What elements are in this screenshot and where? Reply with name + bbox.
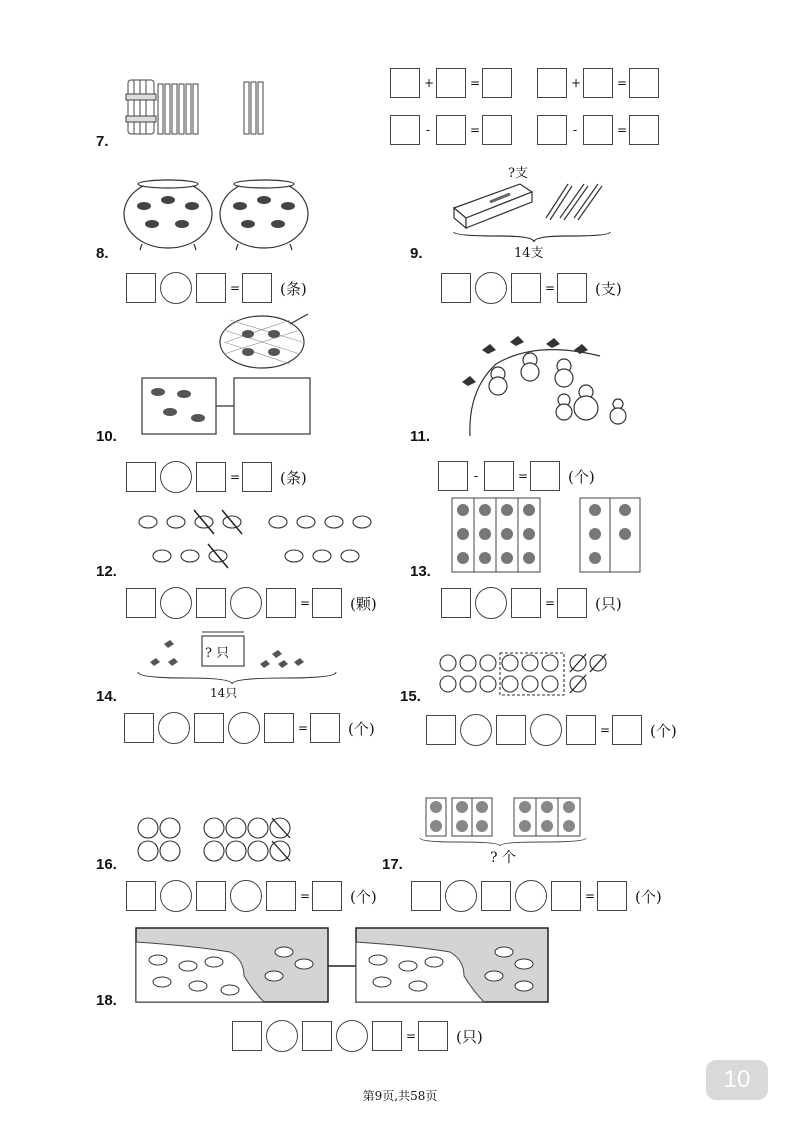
answer-box[interactable] <box>242 273 272 303</box>
equals-sign: = <box>518 469 529 483</box>
answer-box[interactable] <box>126 588 156 618</box>
answer-box[interactable] <box>511 588 541 618</box>
answer-box[interactable] <box>557 588 587 618</box>
answer-box[interactable] <box>266 588 296 618</box>
answer-box[interactable] <box>126 462 156 492</box>
problem-18-equation <box>232 1020 483 1052</box>
answer-box[interactable] <box>537 68 567 98</box>
apples-question-label: ? 个 <box>490 850 516 866</box>
answer-box[interactable] <box>124 713 154 743</box>
answer-box[interactable] <box>481 881 511 911</box>
answer-box[interactable] <box>418 1021 448 1051</box>
problem-10-number: 10. <box>96 428 117 445</box>
operator-circle[interactable] <box>158 712 190 744</box>
operator-circle[interactable] <box>160 587 192 619</box>
equals-sign: = <box>300 596 311 610</box>
problem-15-number: 15. <box>400 688 421 705</box>
unit-label: (条) <box>280 468 307 487</box>
operator: + <box>424 76 435 90</box>
problem-13-equation <box>441 587 622 619</box>
unit-label: (颗) <box>350 594 377 613</box>
operator-circle[interactable] <box>160 880 192 912</box>
answer-box[interactable] <box>583 115 613 145</box>
operator-circle[interactable] <box>475 272 507 304</box>
answer-box[interactable] <box>372 1021 402 1051</box>
operator-circle[interactable] <box>460 714 492 746</box>
problem-11-number: 11. <box>410 428 431 445</box>
unit-label: (个) <box>568 467 595 486</box>
pencil-total-label: 14支 <box>514 246 544 261</box>
ducks-pond-illustration <box>134 926 550 1006</box>
equals-sign: = <box>600 723 611 737</box>
problem-7-equation-row-1 <box>390 68 512 98</box>
problem-17-equation <box>411 880 662 912</box>
unit-label: (条) <box>280 279 307 298</box>
unit-label: (个) <box>650 721 677 740</box>
equals-sign: = <box>585 889 596 903</box>
minus-sign: - <box>473 469 479 483</box>
unit-label: (个) <box>350 887 377 906</box>
fish-bowls-illustration <box>122 178 312 252</box>
answer-box[interactable] <box>302 1021 332 1051</box>
unit-label: (支) <box>595 279 622 298</box>
problem-16-number: 16. <box>96 856 117 873</box>
equals-sign: = <box>230 470 241 484</box>
answer-box[interactable] <box>266 881 296 911</box>
operator-circle[interactable] <box>445 880 477 912</box>
answer-box[interactable] <box>496 715 526 745</box>
answer-box[interactable] <box>482 68 512 98</box>
answer-box[interactable] <box>612 715 642 745</box>
problem-17-number: 17. <box>382 856 403 873</box>
page-number-badge[interactable]: 10 <box>706 1060 768 1100</box>
answer-box[interactable] <box>312 588 342 618</box>
operator-circle[interactable] <box>530 714 562 746</box>
animals-grid-illustration <box>450 496 645 576</box>
fishing-net-illustration <box>140 312 315 436</box>
answer-box[interactable] <box>537 115 567 145</box>
birds-and-cage-illustration <box>136 628 346 684</box>
answer-box[interactable] <box>242 462 272 492</box>
candies-illustration <box>132 508 382 572</box>
answer-box[interactable] <box>196 462 226 492</box>
operator-circle[interactable] <box>230 587 262 619</box>
answer-box[interactable] <box>196 273 226 303</box>
operator-circle[interactable] <box>160 461 192 493</box>
operator: = <box>617 76 628 90</box>
operator-circle[interactable] <box>336 1020 368 1052</box>
answer-box[interactable] <box>390 115 420 145</box>
operator-circle[interactable] <box>228 712 260 744</box>
operator: = <box>617 123 628 137</box>
operator-circle[interactable] <box>230 880 262 912</box>
answer-box[interactable] <box>441 588 471 618</box>
answer-box[interactable] <box>597 881 627 911</box>
answer-box[interactable] <box>196 588 226 618</box>
problem-12-equation <box>126 587 377 619</box>
problem-7-equation-row-2 <box>390 115 512 145</box>
operator: - <box>572 123 578 137</box>
problem-12-number: 12. <box>96 563 117 580</box>
answer-box[interactable] <box>126 881 156 911</box>
answer-box[interactable] <box>194 713 224 743</box>
cage-question-label: ? 只 <box>205 646 230 661</box>
answer-box[interactable] <box>390 68 420 98</box>
answer-box[interactable] <box>126 273 156 303</box>
unit-label: (个) <box>635 887 662 906</box>
answer-box[interactable] <box>426 715 456 745</box>
answer-box[interactable] <box>551 881 581 911</box>
operator-circle[interactable] <box>475 587 507 619</box>
problem-15-equation <box>426 714 677 746</box>
answer-box[interactable] <box>629 68 659 98</box>
answer-box[interactable] <box>310 713 340 743</box>
answer-box[interactable] <box>264 713 294 743</box>
circles-crossed-illustration <box>136 816 301 864</box>
problem-7-equation-row-1b <box>537 68 659 98</box>
problem-14-equation <box>124 712 375 744</box>
answer-box[interactable] <box>441 273 471 303</box>
answer-box[interactable] <box>196 881 226 911</box>
answer-box[interactable] <box>411 881 441 911</box>
problem-10-equation <box>126 461 307 493</box>
problem-16-equation <box>126 880 377 912</box>
equals-sign: = <box>298 721 309 735</box>
answer-box[interactable] <box>232 1021 262 1051</box>
operator: + <box>571 76 582 90</box>
problem-11-equation <box>438 461 595 491</box>
problem-9-number: 9. <box>410 245 423 262</box>
page-footer: 第9页,共58页 <box>362 1089 438 1103</box>
pencil-box-illustration <box>450 178 620 244</box>
birds-total-label: 14只 <box>210 686 238 700</box>
answer-box[interactable] <box>583 68 613 98</box>
answer-box[interactable] <box>436 115 466 145</box>
answer-box[interactable] <box>629 115 659 145</box>
answer-box[interactable] <box>436 68 466 98</box>
answer-box[interactable] <box>484 461 514 491</box>
gourd-vine-illustration <box>456 330 606 438</box>
operator: = <box>470 123 481 137</box>
answer-box[interactable] <box>511 273 541 303</box>
problem-8-number: 8. <box>96 245 109 262</box>
equals-sign: = <box>545 281 556 295</box>
pencil-question-label: ?支 <box>508 166 528 181</box>
unit-label: (只) <box>595 594 622 613</box>
problem-14-number: 14. <box>96 688 117 705</box>
problem-7-equation-row-2b <box>537 115 659 145</box>
circles-group-illustration <box>438 652 608 696</box>
answer-box[interactable] <box>566 715 596 745</box>
operator-circle[interactable] <box>515 880 547 912</box>
answer-box[interactable] <box>312 881 342 911</box>
equals-sign: = <box>300 889 311 903</box>
equals-sign: = <box>545 596 556 610</box>
operator: - <box>425 123 431 137</box>
answer-box[interactable] <box>530 461 560 491</box>
unit-label: (个) <box>348 719 375 738</box>
problem-9-equation <box>441 272 622 304</box>
operator: = <box>470 76 481 90</box>
problem-18-number: 18. <box>96 992 117 1009</box>
unit-label: (只) <box>456 1027 483 1046</box>
answer-box[interactable] <box>438 461 468 491</box>
problem-8-equation <box>126 272 307 304</box>
problem-7-number: 7. <box>96 133 109 150</box>
problem-13-number: 13. <box>410 563 431 580</box>
equals-sign: = <box>406 1029 417 1043</box>
answer-box[interactable] <box>557 273 587 303</box>
operator-circle[interactable] <box>266 1020 298 1052</box>
answer-box[interactable] <box>482 115 512 145</box>
operator-circle[interactable] <box>160 272 192 304</box>
equals-sign: = <box>230 281 241 295</box>
bundle-of-sticks-illustration <box>124 76 274 138</box>
apples-boxes-illustration <box>418 794 590 846</box>
